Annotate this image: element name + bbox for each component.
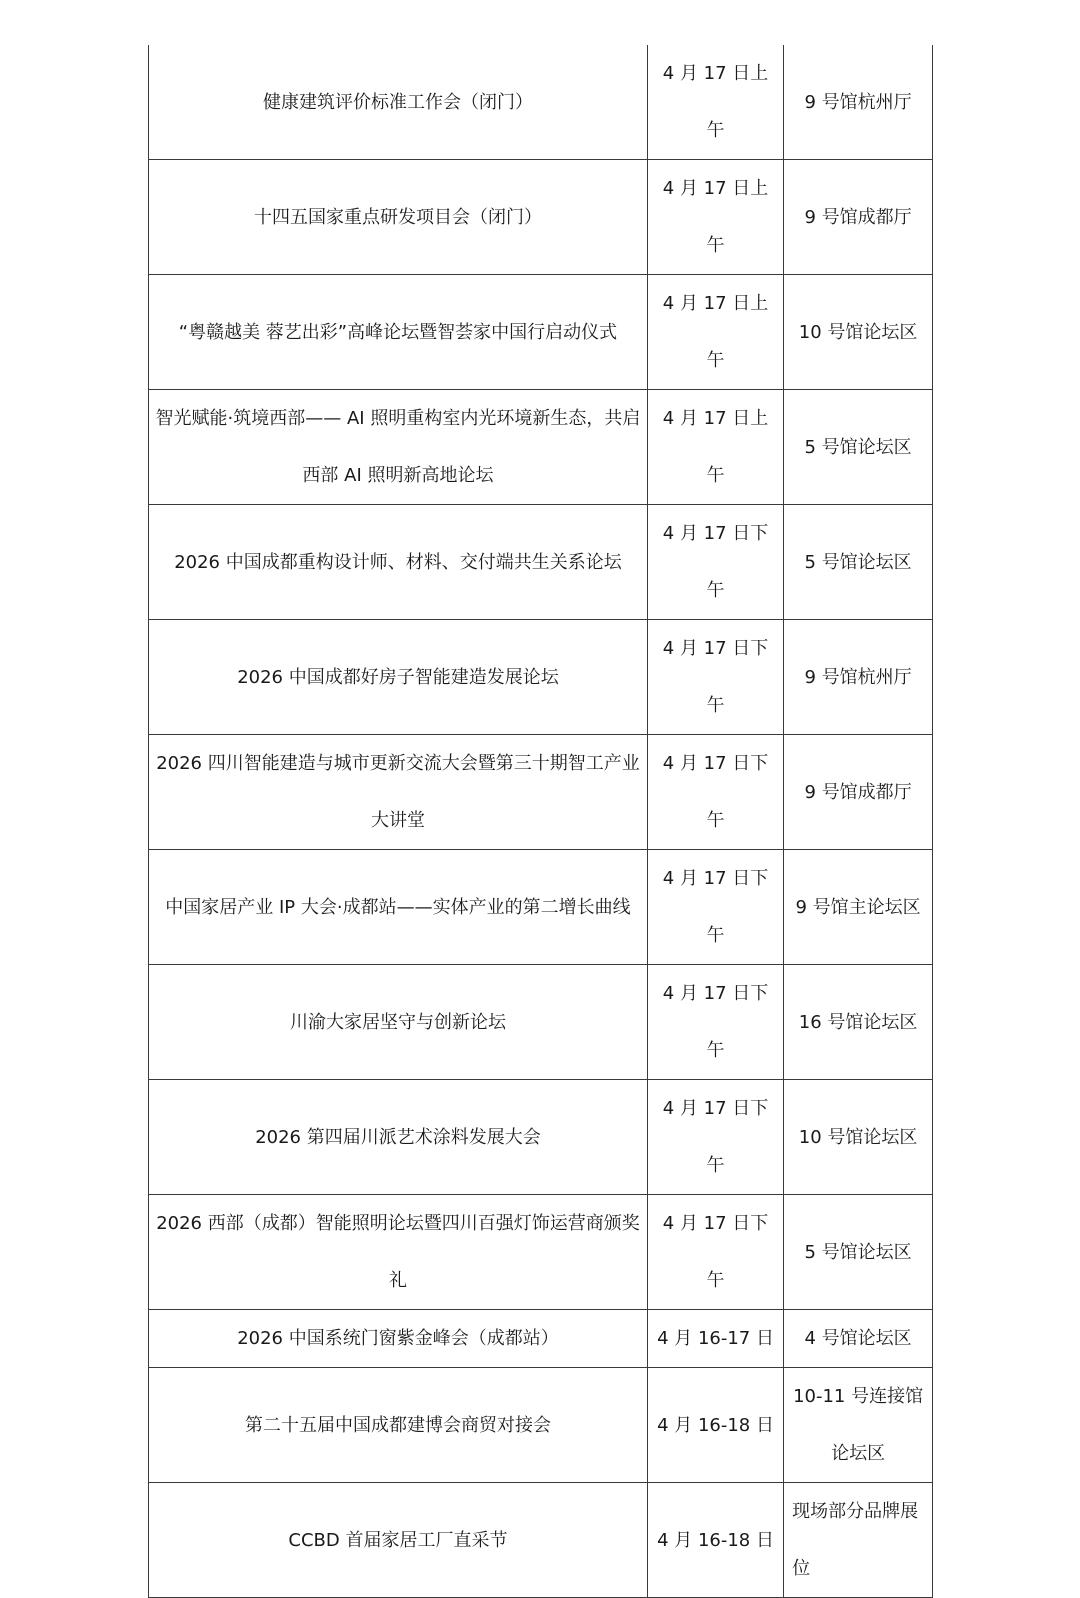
table-row (149, 1080, 933, 1195)
table-row (149, 1195, 933, 1310)
event-venue: 5 号馆论坛区 (784, 390, 933, 505)
event-name: CCBD 首届家居工厂直采节 (149, 1483, 648, 1598)
event-venue: 5 号馆论坛区 (784, 1195, 933, 1310)
event-date: 4 月 17 日上午 (647, 45, 783, 160)
event-date: 4 月 17 日下午 (647, 620, 783, 735)
table-row (149, 850, 933, 965)
event-name: 中国家居产业 IP 大会·成都站——实体产业的第二增长曲线 (149, 850, 648, 965)
event-name: 2026 中国成都好房子智能建造发展论坛 (149, 620, 648, 735)
table-row (149, 1483, 933, 1598)
event-venue: 5 号馆论坛区 (784, 505, 933, 620)
event-date: 4 月 17 日下午 (647, 1195, 783, 1310)
table-row (149, 1310, 933, 1368)
event-venue: 10-11 号连接馆论坛区 (784, 1368, 933, 1483)
event-venue: 9 号馆成都厅 (784, 160, 933, 275)
event-name: 十四五国家重点研发项目会（闭门） (149, 160, 648, 275)
event-venue: 9 号馆杭州厅 (784, 45, 933, 160)
table-row (149, 505, 933, 620)
event-date: 4 月 17 日下午 (647, 1080, 783, 1195)
event-date: 4 月 17 日下午 (647, 850, 783, 965)
table-row (149, 1368, 933, 1483)
event-name: 2026 中国成都重构设计师、材料、交付端共生关系论坛 (149, 505, 648, 620)
event-venue: 4 号馆论坛区 (784, 1310, 933, 1368)
event-date: 4 月 16-17 日 (647, 1310, 783, 1368)
event-schedule-table (148, 45, 933, 1598)
event-venue: 16 号馆论坛区 (784, 965, 933, 1080)
event-name: 智光赋能·筑境西部—— AI 照明重构室内光环境新生态，共启西部 AI 照明新高地论坛 (149, 390, 648, 505)
event-name: 2026 西部（成都）智能照明论坛暨四川百强灯饰运营商颁奖礼 (149, 1195, 648, 1310)
event-venue: 现场部分品牌展位 (784, 1483, 933, 1598)
event-name: 2026 四川智能建造与城市更新交流大会暨第三十期智工产业大讲堂 (149, 735, 648, 850)
event-name: 2026 第四届川派艺术涂料发展大会 (149, 1080, 648, 1195)
event-name: 健康建筑评价标准工作会（闭门） (149, 45, 648, 160)
table-row (149, 965, 933, 1080)
event-venue: 9 号馆成都厅 (784, 735, 933, 850)
event-name: 第二十五届中国成都建博会商贸对接会 (149, 1368, 648, 1483)
event-date: 4 月 17 日上午 (647, 160, 783, 275)
table-row (149, 275, 933, 390)
event-date: 4 月 16-18 日 (647, 1483, 783, 1598)
event-venue: 10 号馆论坛区 (784, 1080, 933, 1195)
event-name: “粤赣越美 蓉艺出彩”高峰论坛暨智荟家中国行启动仪式 (149, 275, 648, 390)
event-date: 4 月 16-18 日 (647, 1368, 783, 1483)
event-date: 4 月 17 日下午 (647, 505, 783, 620)
event-date: 4 月 17 日下午 (647, 965, 783, 1080)
table-row (149, 160, 933, 275)
table-row (149, 390, 933, 505)
event-name: 川渝大家居坚守与创新论坛 (149, 965, 648, 1080)
table-row (149, 735, 933, 850)
event-name: 2026 中国系统门窗紫金峰会（成都站） (149, 1310, 648, 1368)
event-date: 4 月 17 日上午 (647, 275, 783, 390)
event-venue: 9 号馆主论坛区 (784, 850, 933, 965)
table-row (149, 620, 933, 735)
event-venue: 10 号馆论坛区 (784, 275, 933, 390)
table-row (149, 45, 933, 160)
event-date: 4 月 17 日上午 (647, 390, 783, 505)
event-date: 4 月 17 日下午 (647, 735, 783, 850)
event-venue: 9 号馆杭州厅 (784, 620, 933, 735)
